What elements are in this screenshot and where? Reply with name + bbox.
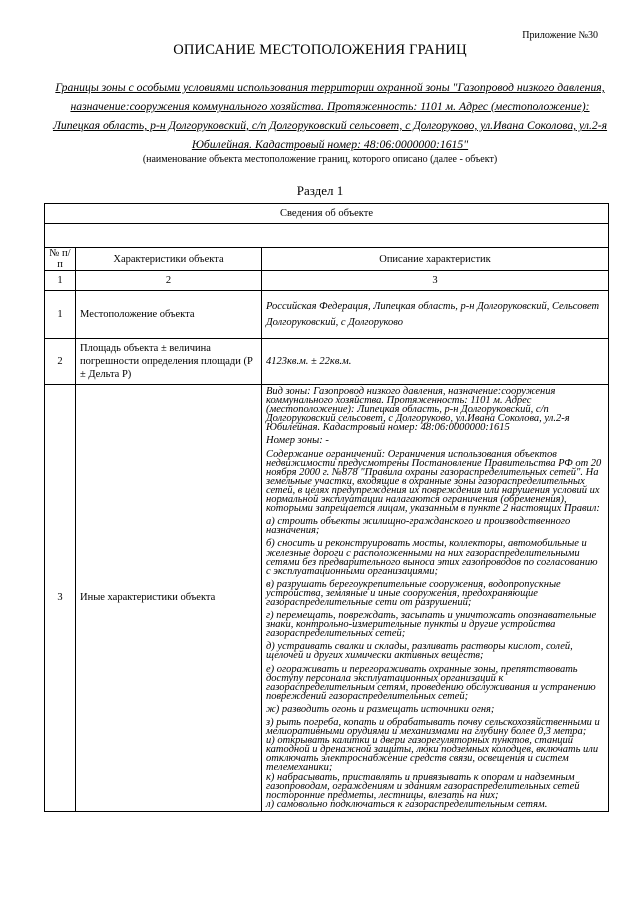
column-header-characteristics: Характеристики объекта [76,248,262,271]
document-title: ОПИСАНИЕ МЕСТОПОЛОЖЕНИЯ ГРАНИЦ [173,42,467,58]
object-caption: (наименование объекта местоположение границ, которого описано (далее - объект) [142,154,498,165]
restriction-paragraph: и) открывать калитки и двери газорегуляторных пунктов, станций катодной и дренажной защиты, люки подземных колодцев, включать или отключать электроснабжение средств связи, освещения и систем телемеханики; [266,735,599,774]
column-number-3: 3 [262,271,609,291]
row-1-number: 1 [45,291,76,339]
row-2-label: Площадь объекта ± величина погрешности определения площади (Р ± Дельта Р) [76,339,262,385]
appendix-label: Приложение №30 [522,30,598,41]
restriction-paragraph: в) разрушать берегоукрепительные сооружения, водопропускные устройства, земляные и иные сооружения, предохраняющие газораспределительные сети от разрушений; [266,578,561,608]
row-1-label: Местоположение объекта [76,291,262,339]
column-header-description: Описание характеристик [262,248,609,271]
object-info-table [44,203,609,812]
restriction-paragraph: ж) разводить огонь и размещать источники огня; [266,703,495,715]
row-3-label: Иные характеристики объекта [76,385,262,812]
column-number-2: 2 [76,271,262,291]
restriction-paragraph: к) набрасывать, приставлять и привязывать к опорам и надземным газопроводам, ограждениям и зданиям газораспределительных сетей посторонние предметы, лестницы, влезать на них; [266,771,580,801]
restriction-paragraph: з) рыть погреба, копать и обрабатывать почву сельскохозяйственными и мелиоративными орудиями и механизмами на глубину более 0,3 метра; [266,717,600,738]
column-number-1: 1 [45,271,76,291]
column-header-number: № п/п [45,248,76,271]
restriction-paragraph: е) огораживать и перегораживать охранные зоны, препятствовать доступу персонала эксплуатационных организаций к газораспределительным сетям, проведению обслуживания и устранению повреждений газораспределительных сетей; [266,663,596,702]
restriction-paragraph: Номер зоны: - [266,435,329,447]
zone-description-text: Границы зоны с особыми условиями использования территории охранной зоны "Газопровод низкого давления, назначение:сооружения коммунального хозяйства. Протяженность: 1101 м. Адрес (местоположение): Липецкая область, р-н Долгоруковский, с/п Долгоруковский сельсовет, с Долгоруково, ул.Ивана Соколова, ул.2-я Юбилейная. Кадастровый номер: 48:06:0000000:1615" [52,81,608,151]
table-spacer-row [45,224,609,248]
restriction-paragraph: л) самовольно подключаться к газораспределительным сетям. [266,798,548,810]
row-3-number: 3 [45,385,76,812]
row-1-value: Российская Федерация, Липецкая область, р-н Долгоруковский, Сельсовет Долгоруковский, с Долгоруково [262,291,609,339]
restriction-paragraph: Вид зоны: Газопровод низкого давления, назначение:сооружения коммунального хозяйства. Протяженность: 1101 м. Адрес (местоположение): Липецкая область, р-н Долгоруковский, с/п Долгоруковский сельсовет, с Долгоруково, ул.Ивана Соколова, ул.2-я Юбилейная. Кадастровый номер: 48:06:0000000:1615 [266,386,570,434]
row-2-value: 4123кв.м. ± 22кв.м. [262,339,609,385]
restriction-paragraph: г) перемещать, повреждать, засыпать и уничтожать опознавательные знаки, контрольно-измерительные пункты и другие устройства газораспределительных сетей; [266,610,597,640]
zone-description [52,78,608,154]
restriction-paragraph: а) строить объекты жилищно-гражданского и производственного назначения; [266,516,571,537]
row-3-value [262,385,609,812]
section-title: Раздел 1 [296,183,344,198]
table-title: Сведения об объекте [45,204,609,224]
restriction-paragraph: б) сносить и реконструировать мосты, коллекторы, автомобильные и железные дороги с расположенными на них газораспределительными сетями без предварительного выноса этих газопроводов по согласованию с эксплуатационными организациями; [266,538,598,577]
restriction-paragraph: Содержание ограничений: Ограничения использования объектов недвижимости предусмотрены Постановление Правительства РФ от 20 ноября 2000 г. №878 "Правила охраны газораспределительных сетей". На земельные участки, входящие в охранные зоны газораспределительных сетей, в целях предупреждения их повреждения или нарушения условий их нормальной эксплуатации налагаются ограничения (обременения), которыми запрещается лицам, указанным в пункте 2 настоящих Правил: [266,448,602,515]
row-2-number: 2 [45,339,76,385]
restriction-paragraph: д) устраивать свалки и склады, разливать растворы кислот, солей, щелочей и других химически активных веществ; [266,641,573,662]
